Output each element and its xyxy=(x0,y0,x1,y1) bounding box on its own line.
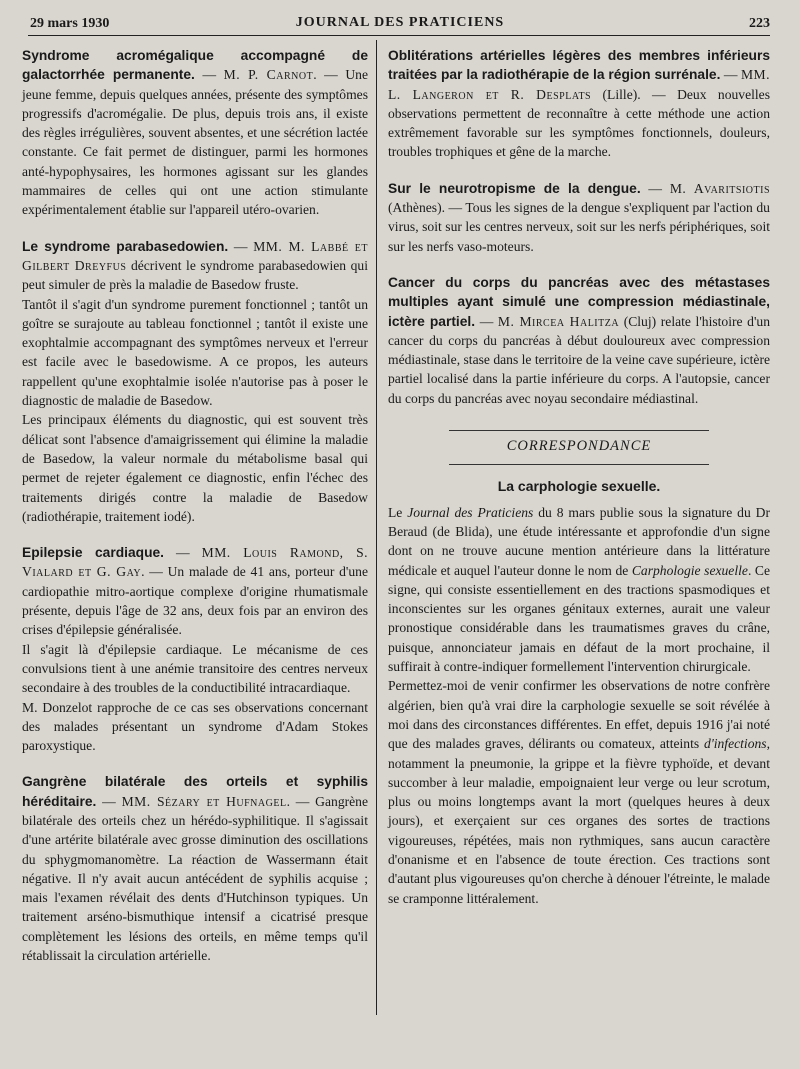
article-title: Gangrène bilatérale des orteils et syphilis héréditaire. xyxy=(22,774,368,809)
header-journal-title: JOURNAL DES PRATICIENS xyxy=(295,15,505,30)
header-date: 29 mars 1930 xyxy=(30,16,110,31)
letter-paragraph xyxy=(388,676,770,908)
header-page-number: 223 xyxy=(749,16,770,31)
article-authors: M. Mircea Halitza xyxy=(497,313,620,329)
term: d'infections xyxy=(704,736,767,752)
section-rule xyxy=(449,430,709,431)
letter-title: La carphologie sexuelle. xyxy=(497,478,661,495)
article-title: Cancer du corps du pancréas avec des métastases multiples ayant simulé une compression médiastinale, ictère partiel. xyxy=(388,274,770,329)
letter-paragraph xyxy=(388,503,770,677)
article-title: Syndrome acromégalique accompagné de galactorrhée permanente. xyxy=(22,48,368,83)
article-acromegalie: Syndrome acromégalique accompagné de galactorrhée permanente. — M. P. Carnot. — Une jeune femme, depuis quelques années, présente des symptômes progressifs d'acromégalie. De plus, depuis trois ans, il existe des règles irrégulières, souvent absentes, et une sécrétion lactée constante. Ce fait permet de distinguer, parmi les hormones anté-hypophysaires, les hormones agissant sur les glandes mammaires de celles qui ont une action stimulante expérimentalement établie sur l'appareil utéro-ovarien. xyxy=(22,48,368,218)
article-text: Gangrène bilatérale des orteils chez un hérédo-syphilitique. Il s'agissait d'une artérite bilatérale avec grosse diminution des oscillations du sphygmomanomètre. La réaction de Wassermann était négative. Il n'y avait aucun antécédent de syphilis acquise ; mais l'examen révélait des dents d'Hutchinson typiques. Un traitement arséno-bismuthique intensif a cicatrisé presque complètement les lésions des orteils, en même temps qu'il rétablissait la circulation artérielle. xyxy=(22,793,369,964)
article-parabasedowien: Le syndrome parabasedowien. — MM. M. Labbé et Gilbert Dreyfus décrivent le syndrome parabasedowien qui peut simuler de près la maladie de Basedow fruste. xyxy=(22,238,369,293)
article-place: (Lille). xyxy=(602,86,641,102)
article-place: (Cluj) xyxy=(623,313,657,329)
article-text: Une jeune femme, depuis quelques années, présente des symptômes progressifs d'acromégalie. De plus, depuis trois ans, il existe des règles irrégulières, souvent absentes, et une sécrétion lactée constante. Ce fait permet de distinguer, parmi les hormones anté-hypophysaires, les hormones agissant sur les glandes mammaires de celles qui ont une action stimulante expérimentalement établie sur l'appareil utéro-ovarien. xyxy=(22,67,368,218)
section-rule xyxy=(449,464,709,465)
article-authors: M. Avaritsiotis xyxy=(669,180,771,196)
article-authors: MM. Sézary et Hufnagel xyxy=(121,793,287,809)
term: Carphologie sexuelle xyxy=(631,562,748,578)
right-column xyxy=(388,46,770,908)
article-pancreas: Cancer du corps du pancréas avec des métastases multiples ayant simulé une compression médiastinale, ictère partiel. — M. Mircea Halitza (Cluj) relate l'histoire d'un cancer du corps du pancréas à début douloureux avec compression médiastinale, stase dans le territoire de la veine cave supérieure, ictère partiel localisé dans la partie inférieure du corps. A l'autopsie, cancer du corps du pancréas avec noyau secondaire médiastinal. xyxy=(388,274,770,406)
article-title: Oblitérations artérielles légères des membres inférieurs traitées par la radiothérapie de la région surrénale. xyxy=(388,48,770,83)
letter-text: Permettez-moi de venir confirmer les observations de notre confrère algérien, bien qu'à vrai dire la carphologie sexuelle se soit révélée à moi dans des circonstances différentes. En effet, depuis 1916 j'ai noté que des malades graves, délirants ou comateux, atteints xyxy=(388,678,770,752)
article-paragraph: Tantôt il s'agit d'un syndrome purement fonctionnel ; tantôt un goître se surajoute au tableau fonctionnel ; tantôt il existe une exophtalmie accompagnant des symptômes nerveux et l'erreur est facile avec le basedowisme. A ce propos, les auteurs rappellent qu'une exophtalmie isolée n'autorise pas à poser le diagnostic de maladie de Basedow. xyxy=(22,296,368,409)
article-text: Un malade de 41 ans, porteur d'une cardiopathie mitro-aortique complexe d'origine rhumatismale présente, depuis l'âge de 32 ans, deux fois par an environ des crises d'épilepsie généralisée. xyxy=(22,564,368,638)
article-authors: MM. L. Langeron et R. Desplats xyxy=(388,67,771,102)
article-title: Sur le neurotropisme de la dengue. xyxy=(388,180,641,196)
article-obliterations: Oblitérations artérielles légères des membres inférieurs traitées par la radiothérapie de la région surrénale. — MM. L. Langeron et R. Desplats (Lille). — Deux nouvelles observations permettent de reconnaître à cette méthode une action extrêmement favorable sur les symptômes fonctionnels, douleurs, troubles trophiques et gêne de la marche. xyxy=(388,48,771,160)
article-title: Le syndrome parabasedowien. xyxy=(22,238,229,254)
column-divider xyxy=(376,40,377,1015)
letter-text: du 8 mars publie sous la signature du Dr Beraud (de Blida), une étude intéressante et approfondie d'un signe dont on ne trouve aucune mention antérieure dans la littérature médicale et auquel l'auteur donne le nom de xyxy=(388,504,770,578)
article-paragraph: M. Donzelot rapproche de ce cas ses observations concernant des malades présentant un syndrome d'Adam Stokes paroxystique. xyxy=(22,699,368,754)
left-column xyxy=(22,46,368,965)
letter-text: . Ce signe, qui consiste essentiellement en des tractions spasmodiques et inconscientes sur les organes génitaux externes, aurait une valeur pronostique considérable dans les traumatismes graves du crâne, puisque, annonciateur jamais en défaut de la mort prochaine, il suffirait à contre-indiquer formellement l'intervention chirurgicale. xyxy=(388,562,771,675)
article-authors: MM. Louis Ramond, S. Vialard et G. Gay xyxy=(22,545,369,580)
letter-text: , notamment la pneumonie, la grippe et la fièvre typhoïde, et devant succomber à leur maladie, empoignaient leur verge ou leur scrotum, plus ou moins longtemps avant la mort (quelques heures à deux jours), et exerçaient sur ces organes des sortes de tractions vigoureuses, répétées, mais non rythmiques, sans aucun caractère d'onanisme et en l'absence de toute érection. Ces tractions sont d'autant plus vigoureuses qu'on cherche à dénouer l'étreinte, le malade se cramponne littéralement. xyxy=(388,736,770,906)
article-gangrene: Gangrène bilatérale des orteils et syphilis héréditaire. — MM. Sézary et Hufnagel. — Gangrène bilatérale des orteils chez un hérédo-syphilitique. Il s'agissait d'une artérite bilatérale avec grosse diminution des oscillations du sphygmomanomètre. La réaction de Wassermann était négative. Il n'y avait aucun antécédent de syphilis acquise ; mais l'examen révélait des dents d'Hutchinson typiques. Un traitement arséno-bismuthique intensif a cicatrisé presque complètement les lésions des orteils, en même temps qu'il rétablissait la circulation artérielle. xyxy=(22,774,369,964)
section-heading: CORRESPONDANCE xyxy=(506,438,652,455)
letter-text: Le xyxy=(388,504,408,520)
article-paragraph: Il s'agit là d'épilepsie cardiaque. Le mécanisme de ces convulsions tient à une anémie transitoire des centres nerveux secondaire à des troubles de la conductibilité intracardiaque. xyxy=(22,641,368,696)
article-dengue: Sur le neurotropisme de la dengue. — M. Avaritsiotis (Athènes). — Tous les signes de la dengue s'expliquent par l'action du virus, soit sur les centres nerveux, soit sur les nerfs périphériques, soit sur les nerfs vaso-moteurs. xyxy=(388,180,771,254)
article-text: relate l'histoire d'un cancer du corps du pancréas à début douloureux avec compression médiastinale, stase dans le territoire de la veine cave supérieure, ictère partiel localisé dans la partie inférieure du corps. A l'autopsie, cancer du corps du pancréas avec noyau secondaire médiastinal. xyxy=(388,313,770,406)
article-paragraph: Les principaux éléments du diagnostic, qui est souvent très délicat sont l'absence d'amaigrissement qui élimine la maladie de Basedow, la valeur normale du métabolisme basal qui permet de rejeter également ce diagnostic, enfin l'échec des traitements dirigés contre la maladie de Basedow (radiothérapie, traitement iodé). xyxy=(22,412,368,524)
article-epilepsie: Epilepsie cardiaque. — MM. Louis Ramond, S. Vialard et G. Gay. — Un malade de 41 ans, porteur d'une cardiopathie mitro-aortique complexe d'origine rhumatismale présente, depuis l'âge de 32 ans, deux fois par an environ des crises d'épilepsie généralisée. xyxy=(22,545,369,638)
article-authors: MM. M. Labbé et Gilbert Dreyfus xyxy=(22,238,369,273)
article-place: (Athènes). xyxy=(388,200,445,216)
journal-name: Journal des Praticiens xyxy=(407,504,534,520)
header-rule xyxy=(28,35,770,36)
article-text: Deux nouvelles observations permettent de reconnaître à cette méthode une action extrêmement favorable sur les symptômes fonctionnels, douleurs, troubles trophiques et gêne de la marche. xyxy=(388,86,771,160)
running-header xyxy=(30,14,770,34)
article-text: Tous les signes de la dengue s'expliquent par l'action du virus, soit sur les centres nerveux, soit sur les nerfs périphériques, soit sur les nerfs vaso-moteurs. xyxy=(388,200,770,254)
article-text: décrivent le syndrome parabasedowien qui peut simuler de près la maladie de Basedow fruste. xyxy=(22,257,368,293)
article-authors: M. P. Carnot xyxy=(223,67,314,83)
article-title: Epilepsie cardiaque. xyxy=(22,545,165,561)
